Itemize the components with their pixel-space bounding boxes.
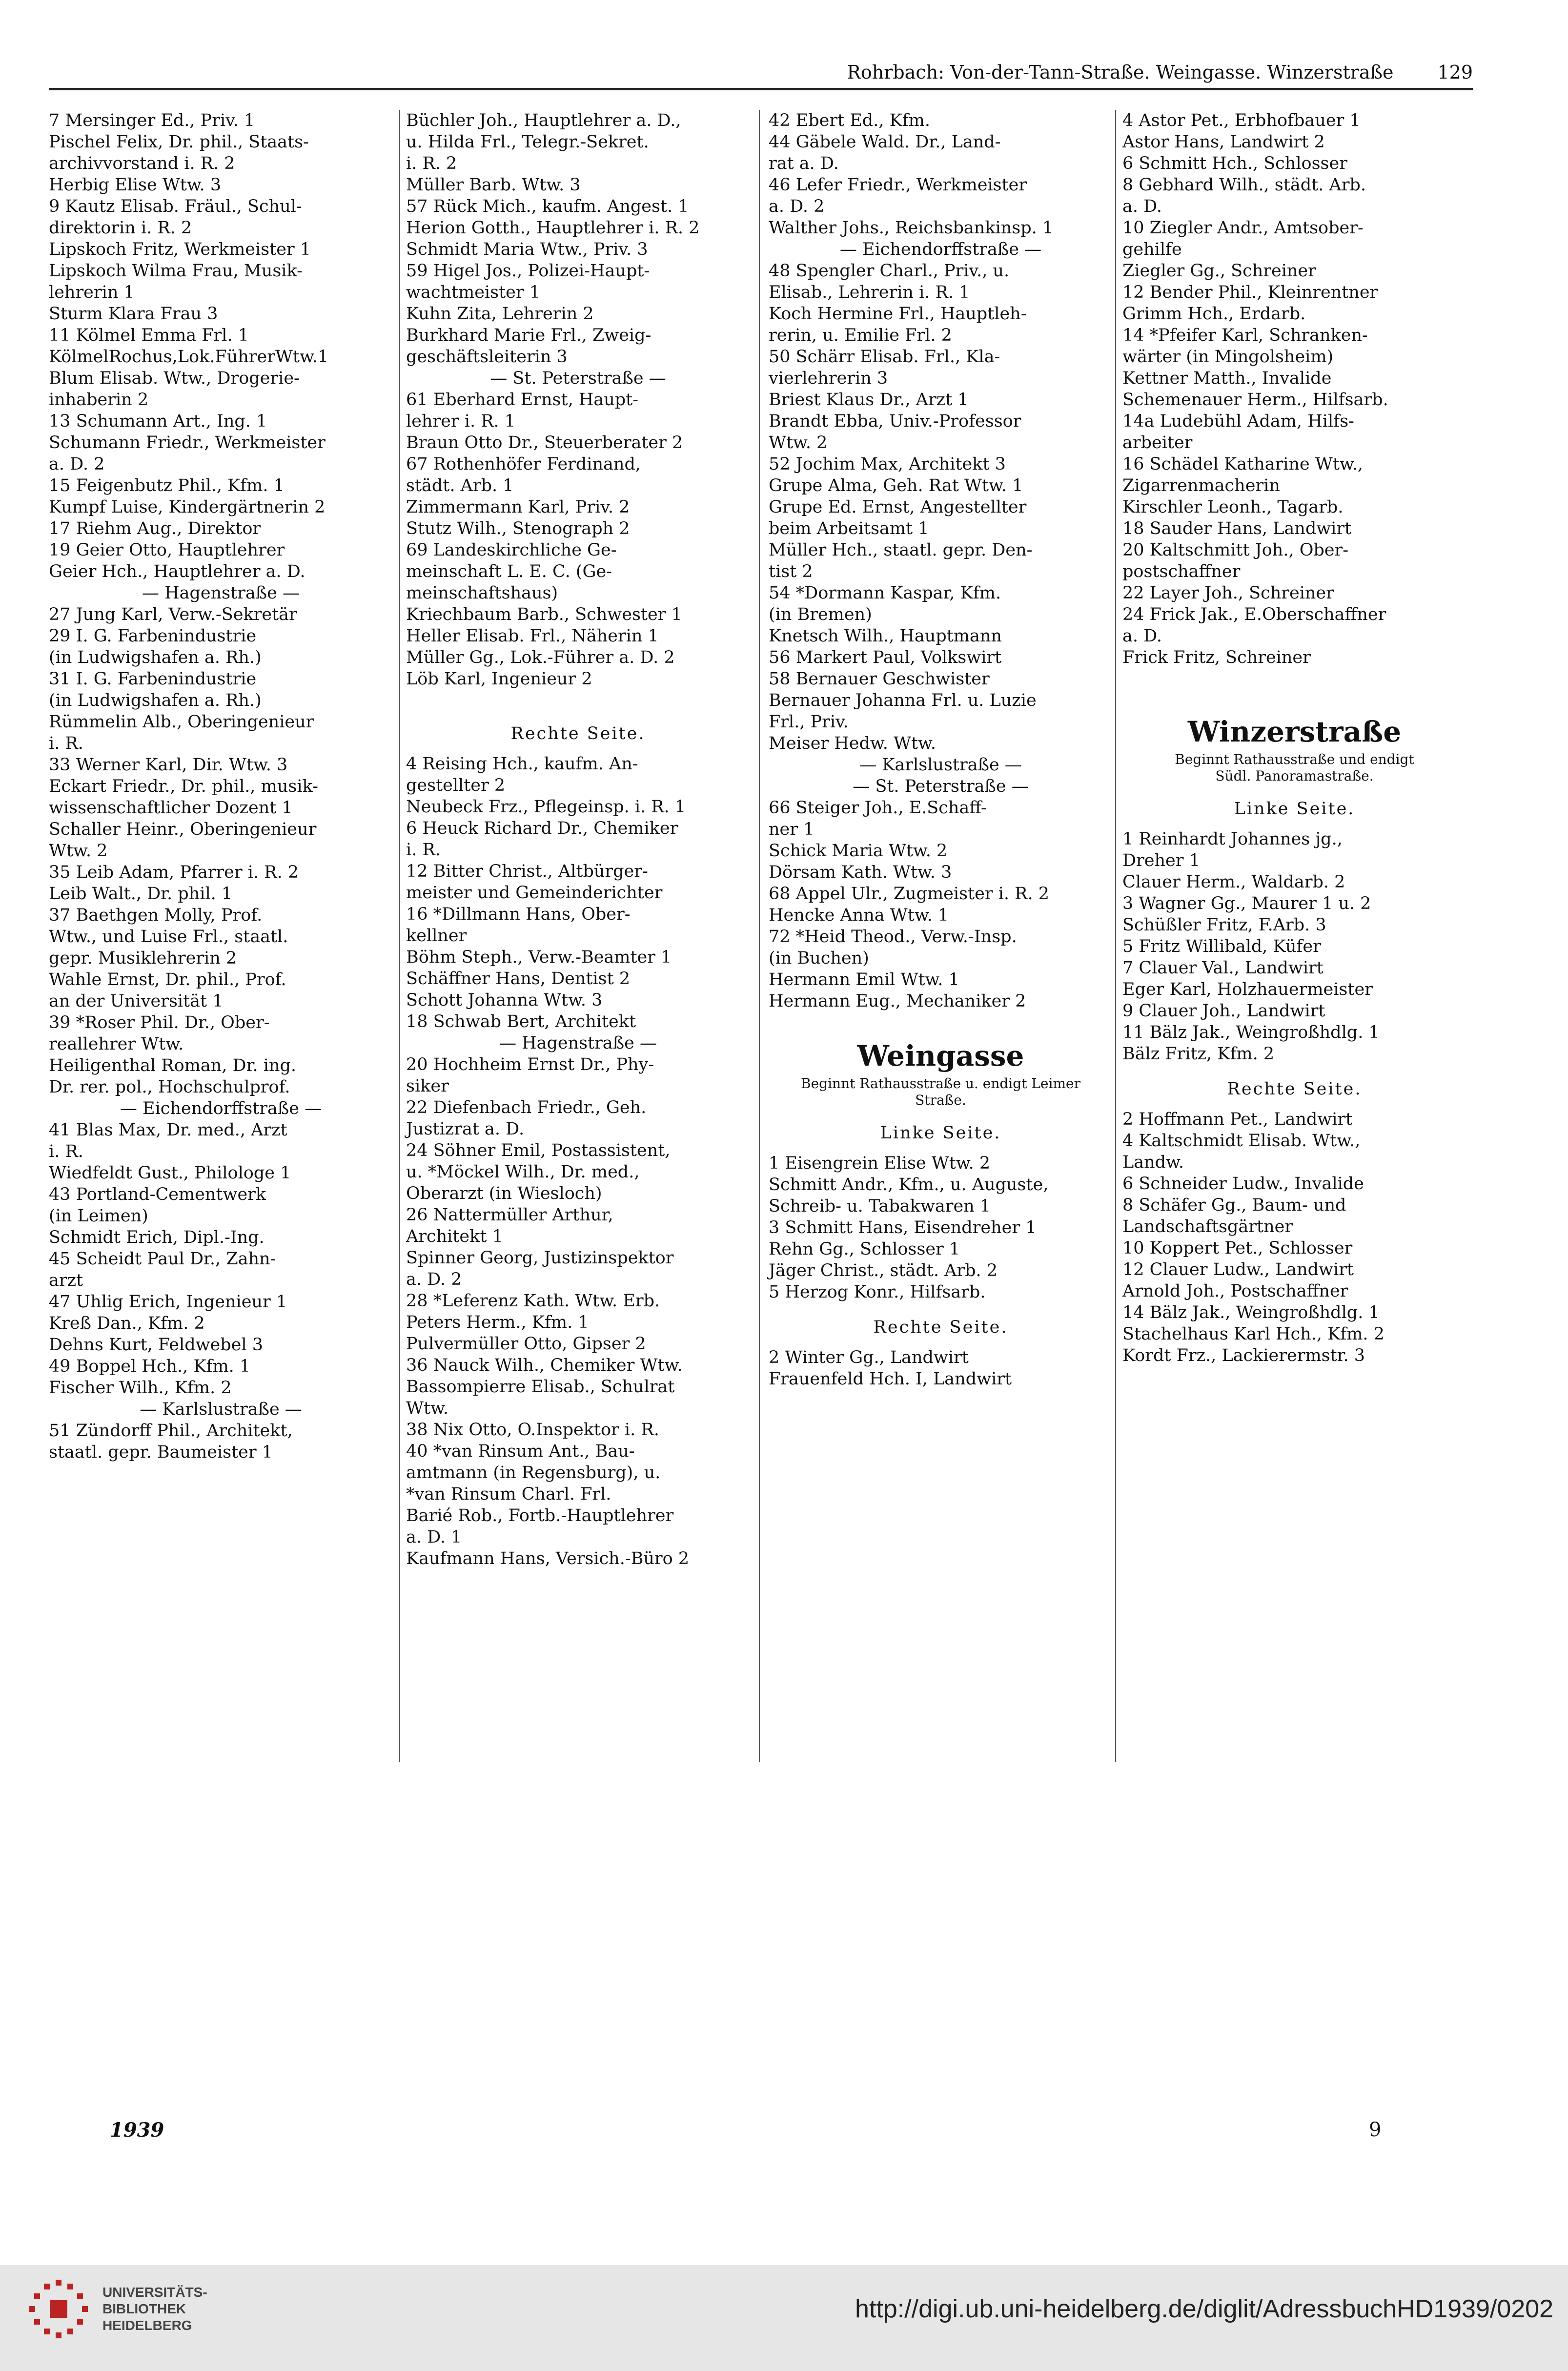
- directory-entry: Wtw., und Luise Frl., staatl.: [49, 927, 288, 947]
- directory-entry: 2 Winter Gg., Landwirt: [769, 1348, 969, 1367]
- directory-entry: Ziegler Gg., Schreiner: [1122, 261, 1316, 281]
- directory-entry: KölmelRochus,Lok.FührerWtw.1: [49, 347, 329, 367]
- directory-entry: 13 Schumann Art., Ing. 1: [49, 412, 267, 431]
- directory-column-1: [49, 110, 393, 1463]
- spacer: [1122, 668, 1466, 688]
- directory-entry: Schmidt Maria Wtw., Priv. 3: [406, 240, 648, 259]
- directory-entry: Stachelhaus Karl Hch., Kfm. 2: [1122, 1324, 1385, 1344]
- directory-entry: Schmidt Erich, Dipl.-Ing.: [49, 1228, 265, 1247]
- directory-entry: 33 Werner Karl, Dir. Wtw. 3: [49, 755, 288, 775]
- directory-entry: 29 I. G. Farbenindustrie: [49, 626, 257, 646]
- directory-entry: 10 Ziegler Andr., Amtsober-: [1122, 218, 1364, 238]
- directory-column-3: [769, 110, 1113, 1390]
- directory-entry: Kuhn Zita, Lehrerin 2: [406, 304, 594, 324]
- directory-entry: 22 Diefenbach Friedr., Geh.: [406, 1098, 647, 1117]
- directory-entry: Grupe Ed. Ernst, Angestellter: [769, 497, 1027, 517]
- directory-entry: Bassompierre Elisab., Schulrat: [406, 1377, 675, 1397]
- directory-entry: 18 Schwab Bert, Architekt: [406, 1012, 636, 1031]
- directory-entry: 8 Schäfer Gg., Baum- und: [1122, 1196, 1346, 1215]
- directory-entry: 16 Schädel Katharine Wtw.,: [1122, 454, 1363, 474]
- directory-entry: gestellter 2: [406, 776, 506, 795]
- directory-entry: Geier Hch., Hauptlehrer a. D.: [49, 562, 305, 581]
- directory-entry: 44 Gäbele Wald. Dr., Land-: [769, 132, 1001, 152]
- directory-entry: 24 Söhner Emil, Postassistent,: [406, 1141, 671, 1160]
- directory-entry: Heiligenthal Roman, Dr. ing.: [49, 1056, 297, 1075]
- directory-entry: städt. Arb. 1: [406, 476, 514, 495]
- directory-entry: siker: [406, 1076, 449, 1096]
- directory-entry: Wtw. 2: [49, 841, 108, 861]
- directory-entry: vierlehrerin 3: [769, 369, 888, 388]
- directory-entry: geschäftsleiterin 3: [406, 347, 568, 367]
- library-name: [102, 2284, 207, 2334]
- directory-entry: 6 Schneider Ludw., Invalide: [1122, 1174, 1364, 1194]
- street-heading: Winzerstraße: [1187, 715, 1402, 748]
- directory-entry: 4 Astor Pet., Erbhofbauer 1: [1122, 111, 1361, 130]
- street-description: Beginnt Rathausstraße u. endigt Leimer: [801, 1075, 1080, 1092]
- directory-entry: direktorin i. R. 2: [49, 218, 192, 238]
- directory-entry: Kriechbaum Barb., Schwester 1: [406, 605, 682, 624]
- directory-entry: 12 Bender Phil., Kleinrentner: [1122, 283, 1378, 302]
- directory-entry: postschaffner: [1122, 562, 1241, 581]
- directory-entry: Zigarrenmacherin: [1122, 476, 1280, 495]
- directory-entry: 27 Jung Karl, Verw.-Sekretär: [49, 605, 297, 624]
- column-divider: [1115, 110, 1116, 1762]
- directory-entry: Eckart Friedr., Dr. phil., musik-: [49, 777, 318, 796]
- directory-entry: Dr. rer. pol., Hochschulprof.: [49, 1077, 290, 1097]
- directory-entry: Meiser Hedw. Wtw.: [769, 734, 936, 753]
- directory-entry: 7 Mersinger Ed., Priv. 1: [49, 111, 255, 130]
- street-crossing-marker: — St. Peterstraße —: [490, 369, 666, 388]
- directory-entry: (in Leimen): [49, 1206, 148, 1226]
- directory-column-2: [406, 110, 750, 1569]
- university-seal-icon: [29, 2280, 88, 2338]
- library-name-line: HEIDELBERG: [102, 2318, 192, 2333]
- directory-entry: i. R. 2: [406, 154, 457, 173]
- library-logo: [29, 2280, 207, 2338]
- directory-entry: Eger Karl, Holzhauermeister: [1122, 980, 1373, 999]
- directory-entry: wärter (in Mingolsheim): [1122, 347, 1334, 367]
- directory-entry: 19 Geier Otto, Hauptlehrer: [49, 540, 285, 560]
- directory-entry: Blum Elisab. Wtw., Drogerie-: [49, 369, 300, 388]
- directory-entry: Rümmelin Alb., Oberingenieur: [49, 712, 314, 732]
- directory-entry: gehilfe: [1122, 240, 1182, 259]
- street-crossing-marker: — Hagenstraße —: [499, 1033, 657, 1053]
- directory-entry: ner 1: [769, 820, 815, 839]
- directory-entry: 20 Hochheim Ernst Dr., Phy-: [406, 1055, 654, 1074]
- directory-entry: 1 Eisengrein Elise Wtw. 2: [769, 1154, 991, 1173]
- directory-column-4: [1122, 110, 1466, 1366]
- directory-entry: Schaller Heinr., Oberingenieur: [49, 820, 317, 839]
- directory-entry: Walther Johs., Reichsbankinsp. 1: [769, 218, 1054, 238]
- directory-entry: reallehrer Wtw.: [49, 1034, 184, 1054]
- directory-entry: Löb Karl, Ingenieur 2: [406, 669, 592, 689]
- directory-entry: 50 Schärr Elisab. Frl., Kla-: [769, 347, 1000, 367]
- directory-entry: Kaufmann Hans, Versich.-Büro 2: [406, 1549, 690, 1568]
- directory-entry: Schott Johanna Wtw. 3: [406, 990, 603, 1010]
- directory-entry: u. Hilda Frl., Telegr.-Sekret.: [406, 132, 649, 152]
- directory-entry: a. D.: [1122, 626, 1162, 646]
- directory-entry: Knetsch Wilh., Hauptmann: [769, 626, 1002, 646]
- directory-entry: 5 Fritz Willibald, Küfer: [1122, 937, 1321, 956]
- directory-entry: Pischel Felix, Dr. phil., Staats-: [49, 132, 309, 152]
- directory-entry: Schäffner Hans, Dentist 2: [406, 969, 631, 989]
- directory-entry: Kirschler Leonh., Tagarb.: [1122, 497, 1344, 517]
- street-crossing-marker: — St. Peterstraße —: [853, 777, 1029, 796]
- directory-entry: Herion Gotth., Hauptlehrer i. R. 2: [406, 218, 700, 238]
- directory-entry: 42 Ebert Ed., Kfm.: [769, 111, 930, 130]
- directory-entry: 1 Reinhardt Johannes jg.,: [1122, 829, 1343, 849]
- street-crossing-marker: — Hagenstraße —: [142, 583, 300, 603]
- directory-entry: kellner: [406, 926, 467, 946]
- directory-entry: Herbig Elise Wtw. 3: [49, 175, 222, 195]
- directory-entry: 8 Gebhard Wilh., städt. Arb.: [1122, 175, 1366, 195]
- directory-entry: Briest Klaus Dr., Arzt 1: [769, 390, 969, 410]
- directory-entry: Clauer Herm., Waldarb. 2: [1122, 872, 1345, 892]
- directory-entry: 61 Eberhard Ernst, Haupt-: [406, 390, 639, 410]
- directory-entry: (in Ludwigshafen a. Rh.): [49, 691, 262, 710]
- directory-entry: 17 Riehm Aug., Direktor: [49, 519, 261, 538]
- directory-entry: Schreib- u. Tabakwaren 1: [769, 1196, 991, 1216]
- directory-entry: Wtw.: [406, 1399, 448, 1418]
- directory-entry: Heller Elisab. Frl., Näherin 1: [406, 626, 659, 646]
- directory-entry: Pulvermüller Otto, Gipser 2: [406, 1334, 646, 1354]
- directory-entry: 52 Jochim Max, Architekt 3: [769, 454, 1006, 474]
- directory-entry: 49 Boppel Hch., Kfm. 1: [49, 1357, 251, 1376]
- directory-entry: 51 Zündorff Phil., Architekt,: [49, 1421, 293, 1441]
- directory-entry: Schüßler Fritz, F.Arb. 3: [1122, 915, 1326, 935]
- directory-entry: 20 Kaltschmitt Joh., Ober-: [1122, 540, 1349, 560]
- directory-entry: i. R.: [406, 840, 441, 860]
- directory-entry: Kordt Frz., Lackierermstr. 3: [1122, 1346, 1365, 1365]
- directory-entry: Zimmermann Karl, Priv. 2: [406, 497, 630, 517]
- directory-entry: Dreher 1: [1122, 851, 1200, 870]
- library-name-line: UNIVERSITÄTS-: [102, 2285, 207, 2300]
- directory-entry: Spinner Georg, Justizinspektor: [406, 1248, 674, 1268]
- directory-entry: Braun Otto Dr., Steuerberater 2: [406, 433, 683, 453]
- directory-entry: Frick Fritz, Schreiner: [1122, 648, 1311, 667]
- directory-entry: Leib Walt., Dr. phil. 1: [49, 884, 233, 904]
- directory-entry: *van Rinsum Charl. Frl.: [406, 1484, 611, 1504]
- directory-entry: 5 Herzog Konr., Hilfsarb.: [769, 1282, 986, 1302]
- directory-entry: 68 Appel Ulr., Zugmeister i. R. 2: [769, 884, 1050, 904]
- directory-entry: lehrerin 1: [49, 283, 135, 302]
- street-crossing-marker: — Eichendorffstraße —: [839, 240, 1042, 259]
- directory-entry: a. D. 2: [49, 454, 105, 474]
- directory-entry: Schumann Friedr., Werkmeister: [49, 433, 326, 453]
- column-divider: [399, 110, 400, 1762]
- directory-entry: Astor Hans, Landwirt 2: [1122, 132, 1325, 152]
- directory-entry: Stutz Wilh., Stenograph 2: [406, 519, 630, 538]
- directory-entry: Landw.: [1122, 1153, 1184, 1172]
- directory-entry: 48 Spengler Charl., Priv., u.: [769, 261, 1010, 281]
- directory-entry: Oberarzt (in Wiesloch): [406, 1184, 602, 1203]
- directory-entry: arzt: [49, 1271, 83, 1290]
- directory-entry: Jäger Christ., städt. Arb. 2: [769, 1261, 998, 1280]
- directory-entry: Bälz Fritz, Kfm. 2: [1122, 1044, 1275, 1064]
- directory-entry: 10 Koppert Pet., Schlosser: [1122, 1238, 1353, 1258]
- directory-entry: arbeiter: [1122, 433, 1193, 453]
- directory-entry: inhaberin 2: [49, 390, 149, 410]
- directory-entry: 28 *Leferenz Kath. Wtw. Erb.: [406, 1291, 660, 1311]
- directory-entry: i. R.: [49, 734, 83, 753]
- directory-entry: 39 *Roser Phil. Dr., Ober-: [49, 1013, 270, 1032]
- directory-entry: 41 Blas Max, Dr. med., Arzt: [49, 1120, 287, 1140]
- directory-entry: Bernauer Johanna Frl. u. Luzie: [769, 691, 1037, 710]
- footer-year: 1939: [110, 2119, 164, 2142]
- directory-entry: meinschaftshaus): [406, 583, 558, 603]
- directory-entry: Dörsam Kath. Wtw. 3: [769, 863, 952, 882]
- directory-entry: Architekt 1: [406, 1227, 503, 1246]
- directory-entry: Kreß Dan., Kfm. 2: [49, 1314, 205, 1333]
- directory-entry: 4 Reising Hch., kaufm. An-: [406, 754, 638, 774]
- directory-entry: u. *Möckel Wilh., Dr. med.,: [406, 1162, 640, 1182]
- directory-entry: 6 Heuck Richard Dr., Chemiker: [406, 819, 678, 838]
- directory-entry: 45 Scheidt Paul Dr., Zahn-: [49, 1249, 276, 1269]
- directory-entry: Schmitt Andr., Kfm., u. Auguste,: [769, 1175, 1049, 1195]
- directory-entry: wissenschaftlicher Dozent 1: [49, 798, 293, 818]
- directory-entry: Wtw. 2: [769, 433, 828, 453]
- directory-entry: Frl., Priv.: [769, 712, 849, 732]
- directory-entry: Lipskoch Fritz, Werkmeister 1: [49, 240, 311, 259]
- directory-entry: 14a Ludebühl Adam, Hilfs-: [1122, 412, 1354, 431]
- street-description: Beginnt Rathausstraße und endigt: [1175, 751, 1414, 767]
- directory-entry: Koch Hermine Frl., Hauptleh-: [769, 304, 1027, 324]
- directory-entry: a. D. 1: [406, 1527, 462, 1547]
- directory-entry: Landschaftsgärtner: [1122, 1217, 1293, 1237]
- directory-entry: 18 Sauder Hans, Landwirt: [1122, 519, 1352, 538]
- street-description: Straße.: [915, 1092, 966, 1108]
- directory-entry: 9 Clauer Joh., Landwirt: [1122, 1001, 1325, 1021]
- directory-entry: a. D. 2: [406, 1270, 462, 1289]
- directory-entry: 12 Clauer Ludw., Landwirt: [1122, 1260, 1354, 1279]
- directory-entry: 15 Feigenbutz Phil., Kfm. 1: [49, 476, 285, 495]
- directory-entry: (in Ludwigshafen a. Rh.): [49, 648, 262, 667]
- directory-entry: Grimm Hch., Erdarb.: [1122, 304, 1306, 324]
- directory-entry: 14 Bälz Jak., Weingroßhdlg. 1: [1122, 1303, 1380, 1322]
- directory-entry: 9 Kautz Elisab. Fräul., Schul-: [49, 197, 302, 216]
- directory-entry: (in Bremen): [769, 605, 872, 624]
- directory-entry: Elisab., Lehrerin i. R. 1: [769, 283, 970, 302]
- directory-entry: Müller Hch., staatl. gepr. Den-: [769, 540, 1033, 560]
- directory-entry: 59 Higel Jos., Polizei-Haupt-: [406, 261, 650, 281]
- side-heading: Rechte Seite.: [1227, 1079, 1362, 1099]
- directory-entry: wachtmeister 1: [406, 283, 540, 302]
- side-heading: Linke Seite.: [1234, 799, 1355, 819]
- directory-entry: Justizrat a. D.: [406, 1119, 525, 1139]
- directory-entry: Müller Gg., Lok.-Führer a. D. 2: [406, 648, 675, 667]
- directory-entry: 11 Kölmel Emma Frl. 1: [49, 326, 249, 345]
- directory-entry: 6 Schmitt Hch., Schlosser: [1122, 154, 1347, 173]
- side-heading: Rechte Seite.: [873, 1318, 1008, 1337]
- directory-entry: 14 *Pfeifer Karl, Schranken-: [1122, 326, 1368, 345]
- directory-entry: 22 Layer Joh., Schreiner: [1122, 583, 1334, 603]
- directory-entry: 67 Rothenhöfer Ferdinand,: [406, 454, 641, 474]
- directory-entry: 12 Bitter Christ., Altbürger-: [406, 862, 648, 881]
- directory-entry: Müller Barb. Wtw. 3: [406, 175, 581, 195]
- digital-library-url[interactable]: http://digi.ub.uni-heidelberg.de/diglit/AdressbuchHD1939/0202: [855, 2295, 1553, 2323]
- footer-page: 9: [1369, 2119, 1382, 2141]
- directory-entry: 38 Nix Otto, O.Inspektor i. R.: [406, 1420, 659, 1440]
- directory-entry: Fischer Wilh., Kfm. 2: [49, 1378, 232, 1398]
- street-description: Südl. Panoramastraße.: [1215, 768, 1374, 784]
- directory-entry: 35 Leib Adam, Pfarrer i. R. 2: [49, 863, 299, 882]
- street-heading: Weingasse: [857, 1039, 1024, 1072]
- page-header: [49, 49, 1473, 83]
- directory-entry: amtmann (in Regensburg), u.: [406, 1463, 661, 1483]
- directory-entry: a. D. 2: [769, 197, 825, 216]
- directory-entry: a. D.: [1122, 197, 1162, 216]
- directory-entry: 16 *Dillmann Hans, Ober-: [406, 905, 631, 924]
- directory-entry: Böhm Steph., Verw.-Beamter 1: [406, 948, 672, 967]
- directory-entry: 2 Hoffmann Pet., Landwirt: [1122, 1110, 1353, 1129]
- directory-entry: 24 Frick Jak., E.Oberschaffner: [1122, 605, 1386, 624]
- directory-entry: i. R.: [49, 1142, 83, 1161]
- directory-entry: 72 *Heid Theod., Verw.-Insp.: [769, 927, 1017, 947]
- directory-entry: rerin, u. Emilie Frl. 2: [769, 326, 952, 345]
- directory-entry: 46 Lefer Friedr., Werkmeister: [769, 175, 1027, 195]
- library-name-line: BIBLIOTHEK: [102, 2301, 186, 2316]
- directory-entry: 26 Nattermüller Arthur,: [406, 1205, 613, 1225]
- directory-entry: Hencke Anna Wtw. 1: [769, 906, 949, 925]
- directory-entry: Burkhard Marie Frl., Zweig-: [406, 326, 652, 345]
- directory-entry: 7 Clauer Val., Landwirt: [1122, 958, 1324, 978]
- directory-entry: staatl. gepr. Baumeister 1: [49, 1443, 273, 1462]
- directory-entry: 31 I. G. Farbenindustrie: [49, 669, 257, 689]
- directory-entry: 57 Rück Mich., kaufm. Angest. 1: [406, 197, 689, 216]
- directory-entry: 69 Landeskirchliche Ge-: [406, 540, 617, 560]
- directory-entry: 43 Portland-Cementwerk: [49, 1185, 266, 1204]
- column-divider: [759, 110, 760, 1762]
- directory-entry: 4 Kaltschmidt Elisab. Wtw.,: [1122, 1131, 1361, 1151]
- directory-entry: gepr. Musiklehrerin 2: [49, 948, 237, 968]
- street-crossing-marker: — Karlslustraße —: [859, 755, 1022, 775]
- directory-entry: Büchler Joh., Hauptlehrer a. D.,: [406, 111, 681, 130]
- directory-entry: Lipskoch Wilma Frau, Musik-: [49, 261, 303, 281]
- directory-entry: (in Buchen): [769, 948, 869, 968]
- directory-entry: beim Arbeitsamt 1: [769, 519, 929, 538]
- header-rule: [49, 88, 1473, 90]
- directory-entry: meinschaft L. E. C. (Ge-: [406, 562, 612, 581]
- header-page-number: 129: [1437, 62, 1473, 83]
- directory-entry: Sturm Klara Frau 3: [49, 304, 218, 324]
- directory-entry: 3 Wagner Gg., Maurer 1 u. 2: [1122, 894, 1371, 913]
- directory-entry: Hermann Emil Wtw. 1: [769, 970, 959, 990]
- directory-entry: tist 2: [769, 562, 813, 581]
- directory-entry: Kettner Matth., Invalide: [1122, 369, 1332, 388]
- directory-entry: 37 Baethgen Molly, Prof.: [49, 906, 263, 925]
- directory-entry: meister und Gemeinderichter: [406, 883, 663, 903]
- directory-entry: 11 Bälz Jak., Weingroßhdlg. 1: [1122, 1023, 1380, 1042]
- street-crossing-marker: — Karlslustraße —: [140, 1400, 302, 1419]
- directory-entry: archivvorstand i. R. 2: [49, 154, 235, 173]
- directory-entry: Dehns Kurt, Feldwebel 3: [49, 1335, 263, 1355]
- directory-entry: Hermann Eug., Mechaniker 2: [769, 991, 1026, 1011]
- directory-entry: Brandt Ebba, Univ.-Professor: [769, 412, 1021, 431]
- directory-entry: Schick Maria Wtw. 2: [769, 841, 948, 861]
- directory-entry: lehrer i. R. 1: [406, 412, 516, 431]
- directory-entry: 56 Markert Paul, Volkswirt: [769, 648, 1002, 667]
- spacer: [406, 690, 750, 709]
- side-heading: Rechte Seite.: [510, 724, 646, 743]
- directory-entry: Neubeck Frz., Pflegeinsp. i. R. 1: [406, 797, 686, 817]
- street-crossing-marker: — Eichendorffstraße —: [120, 1099, 322, 1118]
- directory-entry: 47 Uhlig Erich, Ingenieur 1: [49, 1292, 287, 1312]
- directory-entry: 40 *van Rinsum Ant., Bau-: [406, 1442, 635, 1461]
- directory-entry: Schemenauer Herm., Hilfsarb.: [1122, 390, 1388, 410]
- directory-entry: Arnold Joh., Postschaffner: [1122, 1281, 1348, 1301]
- directory-entry: Barié Rob., Fortb.-Hauptlehrer: [406, 1506, 674, 1526]
- directory-entry: rat a. D.: [769, 154, 839, 173]
- directory-entry: 58 Bernauer Geschwister: [769, 669, 990, 689]
- directory-entry: 3 Schmitt Hans, Eisendreher 1: [769, 1218, 1037, 1237]
- directory-entry: an der Universität 1: [49, 991, 224, 1011]
- directory-entry: 66 Steiger Joh., E.Schaff-: [769, 798, 987, 818]
- directory-entry: Peters Herm., Kfm. 1: [406, 1313, 589, 1332]
- header-streets: Rohrbach: Von-der-Tann-Straße. Weingasse. Winzerstraße: [847, 62, 1394, 83]
- directory-entry: Frauenfeld Hch. I, Landwirt: [769, 1369, 1012, 1389]
- directory-entry: 54 *Dormann Kaspar, Kfm.: [769, 583, 1001, 603]
- directory-entry: Wiedfeldt Gust., Philologe 1: [49, 1163, 291, 1183]
- directory-entry: Grupe Alma, Geh. Rat Wtw. 1: [769, 476, 1023, 495]
- directory-entry: Kumpf Luise, Kindergärtnerin 2: [49, 497, 326, 517]
- directory-entry: Rehn Gg., Schlosser 1: [769, 1239, 960, 1259]
- side-heading: Linke Seite.: [880, 1123, 1001, 1143]
- directory-entry: 36 Nauck Wilh., Chemiker Wtw.: [406, 1356, 683, 1375]
- directory-entry: Wahle Ernst, Dr. phil., Prof.: [49, 970, 286, 990]
